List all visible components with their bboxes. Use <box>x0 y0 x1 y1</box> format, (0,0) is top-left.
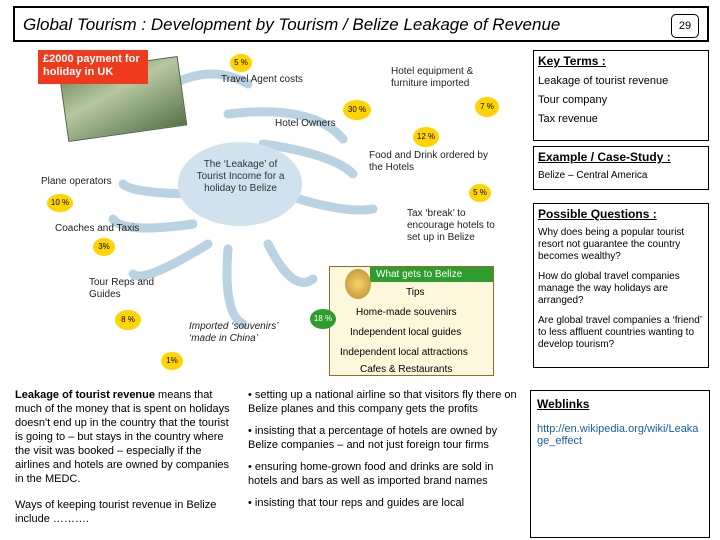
spoke-food-drink: Food and Drink ordered by the Hotels <box>369 150 488 173</box>
payment-banner: £2000 payment for holiday in UK <box>38 50 148 84</box>
pct-food-drink: 12 % <box>413 127 439 147</box>
leakage-diagram <box>13 44 533 376</box>
belize-item-tips: Tips <box>406 287 425 298</box>
spoke-hotel-equipment: Hotel equipment & furniture imported <box>391 66 474 89</box>
page-title: Global Tourism : Development by Tourism / Belize Leakage of Revenue <box>23 15 561 34</box>
weblinks-panel <box>530 390 710 538</box>
key-term-item: Tax revenue <box>538 113 598 125</box>
belize-box-header: What gets to Belize <box>370 267 493 282</box>
bullet-item: • insisting that a percentage of hotels are owned by Belize companies – and not just foreign tour firms <box>248 425 498 451</box>
spoke-tax-break: Tax ‘break’ to encourage hotels to set up in Belize <box>407 208 495 243</box>
pct-hotel-owners: 30 % <box>343 100 371 120</box>
spoke-travel-agent: Travel Agent costs <box>221 74 303 85</box>
example-box <box>533 146 709 190</box>
bullet-list <box>248 388 520 518</box>
belize-item-attractions: Independent local attractions <box>340 347 468 358</box>
key-term-item: Tour company <box>538 94 608 106</box>
pct-souvenirs: 1% <box>161 352 183 370</box>
center-label: The ‘Leakage’ of Tourist Income for a holiday to Belize <box>196 159 285 194</box>
arrow-belize <box>268 244 313 282</box>
page-number: 29 <box>671 14 699 38</box>
arrow-souvenirs <box>227 249 243 324</box>
question-item: Are global travel companies a ‘friend’ to less affluent countries wanting to develop tourism? <box>538 315 702 350</box>
question-item: Why does being a popular tourist resort not guarantee the country becomes wealthy? <box>538 227 685 262</box>
key-terms-box <box>533 50 709 141</box>
spoke-tour-reps: Tour Reps and Guides <box>89 277 155 300</box>
questions-heading: Possible Questions : <box>538 207 657 221</box>
bullet-item: • ensuring home-grown food and drinks are sold in hotels and bars as well as imported brand names <box>248 461 494 487</box>
spoke-souvenirs: Imported ‘souvenirs’ ‘made in China’ <box>189 321 278 344</box>
definition-text: means that much of the money that is spent on holidays doesn't end up in the country that the tourist is going to – but stays in the country where the visit was booked – especially if the airlines and hotels are owned by companies in the MEDC. <box>15 389 230 485</box>
bullet-item: • setting up a national airline so that visitors fly there on Belize planes and this company gets the profits <box>248 389 517 415</box>
pct-plane-operators: 10 % <box>47 194 73 212</box>
example-heading: Example / Case-Study : <box>538 150 671 164</box>
question-item: How do global travel companies manage the way holidays are arranged? <box>538 271 680 306</box>
pct-coaches-taxis: 3% <box>93 238 115 256</box>
key-term-item: Leakage of tourist revenue <box>538 75 669 87</box>
pct-travel-agent: 5 % <box>230 54 252 72</box>
spoke-hotel-owners: Hotel Owners <box>275 118 336 129</box>
pct-tax-break: 5 % <box>469 184 491 202</box>
pct-tour-reps: 8 % <box>115 310 141 330</box>
belize-item-guides: Independent local guides <box>350 327 462 338</box>
key-terms-heading: Key Terms : <box>538 54 606 68</box>
weblinks-heading: Weblinks <box>537 397 590 411</box>
definition-paragraph <box>15 388 235 486</box>
arrow-reps <box>133 244 208 276</box>
coins-image <box>345 269 371 299</box>
questions-box <box>533 203 709 368</box>
weblink[interactable]: http://en.wikipedia.org/wiki/Leakage_effect <box>537 423 699 447</box>
definition-term: Leakage of tourist revenue <box>15 389 155 401</box>
spoke-plane-operators: Plane operators <box>41 176 112 187</box>
ways-paragraph: Ways of keeping tourist revenue in Belize include ………. <box>15 499 217 525</box>
spoke-coaches-taxis: Coaches and Taxis <box>55 223 140 234</box>
belize-item-souvenirs: Home-made souvenirs <box>356 307 457 318</box>
bullet-item: • insisting that tour reps and guides are local <box>248 497 465 509</box>
example-text: Belize – Central America <box>538 170 648 181</box>
title-bar <box>13 6 709 42</box>
belize-item-cafes: Cafes & Restaurants <box>360 364 453 375</box>
pct-hotel-equipment: 7 % <box>475 97 499 117</box>
pct-belize: 18 % <box>310 309 336 329</box>
definition-panel <box>15 388 235 526</box>
